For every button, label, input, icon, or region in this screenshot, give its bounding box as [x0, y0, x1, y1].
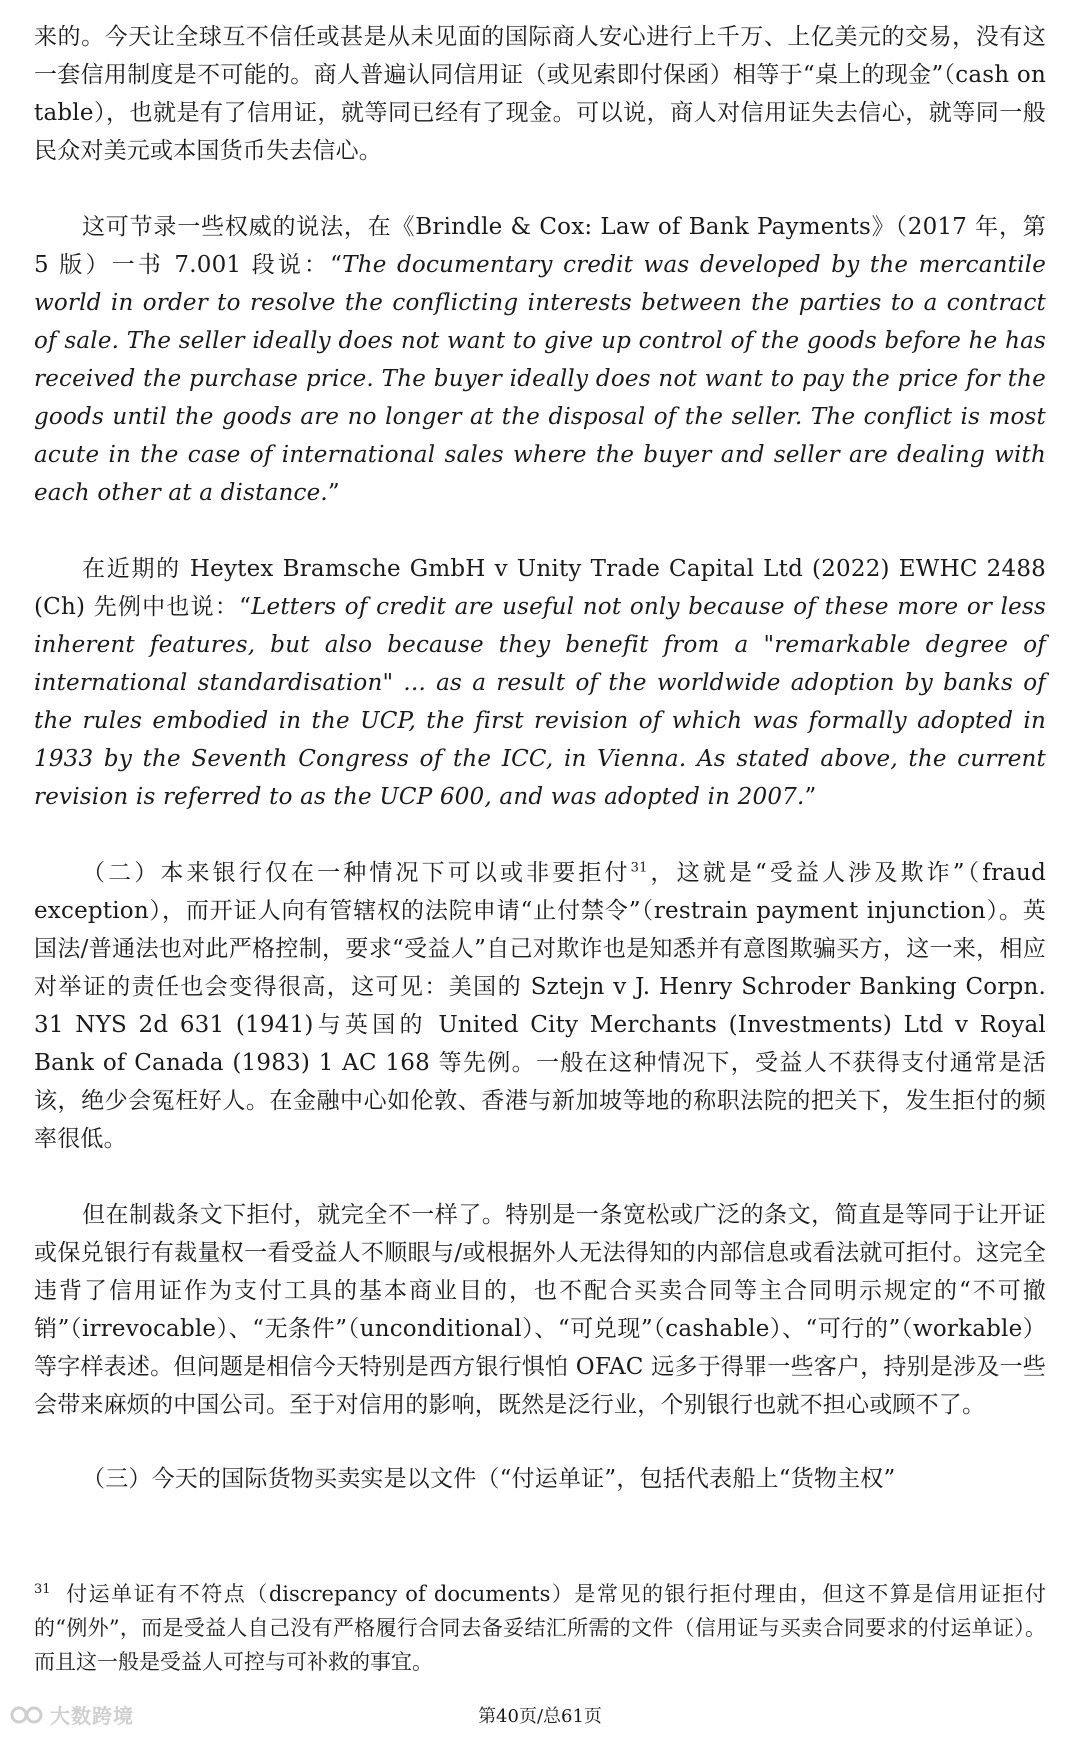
quote-text: Letters of credit are useful not only because of these more or less inherent features, but also because they benefit from a "remarkable degree of international standardisation" ... as a result of the worldwide adoption by banks of the rules embodied in the UCP, the first revision of which was formally adopted in 1933 by the Seventh Congress of the ICC, in Vienna. As stated above, the current revision is referred to as the UCP 600, and was adopted in 2007.: [34, 594, 1046, 810]
paragraph-sanctions: 但在制裁条文下拒付，就完全不一样了。特别是一条宽松或广泛的条文，简直是等同于让开证或保兑银行有裁量权一看受益人不顺眼与/或根据外人无法得知的内部信息或看法就可拒付。这完全违背了信用证作为支付工具的基本商业目的，也不配合买卖合同等主合同明示规定的“不可撤销”（irrevocable）、“无条件”（unconditional）、“可兑现”（cashable）、“可行的”（workable）等字样表述。但问题是相信今天特别是西方银行惧怕 OFAC 远多于得罪一些客户，持别是涉及一些会带来麻烦的中国公司。至于对信用的影响，既然是泛行业，个别银行也就不担心或顾不了。: [34, 1202, 1046, 1418]
paragraph-section-two: [34, 854, 1046, 1158]
page-number: 第40页/总61页: [478, 1706, 602, 1727]
watermark-text: 大数跨境: [50, 1704, 134, 1728]
quote-close: ”: [327, 480, 340, 506]
footnote-number: 31: [34, 1582, 51, 1597]
section-two-text-a: （二）本来银行仅在一种情况下可以或非要拒付: [82, 860, 631, 886]
paragraph-continuation: 来的。今天让全球互不信任或甚是从未见面的国际商人安心进行上千万、上亿美元的交易，没有这一套信用制度是不可能的。商人普遍认同信用证（或见索即付保函）相等于“桌上的现金”（cash on table），也就是有了信用证，就等同已经有了现金。可以说，商人对信用证失去信心，就等同一般民众对美元或本国货币失去信心。: [34, 24, 1046, 164]
paragraph-heytex-quote: [34, 550, 1046, 816]
footnote-reference[interactable]: 31: [630, 860, 648, 876]
quote-intro: 这可节录一些权威的说法，在《Brindle & Cox: Law of Bank Payments》（2017 年，第 5 版）一书 7.001 段说：“: [34, 214, 1046, 278]
quote-intro: 在近期的 Heytex Bramsche GmbH v Unity Trade Capital Ltd (2022) EWHC 2488 (Ch) 先例中也说：“: [34, 556, 1046, 620]
footnote: [34, 1577, 1046, 1679]
paragraph-brindle-quote: [34, 208, 1046, 512]
footnote-text: 付运单证有不符点（discrepancy of documents）是常见的银行拒付理由，但这不算是信用证拒付的“例外”，而是受益人自己没有严格履行合同去备妥结汇所需的文件（信用证与买卖合同要求的付运单证）。而且这一般是受益人可控与可补救的事宜。: [34, 1582, 1046, 1674]
paragraph-section-three: （三）今天的国际货物买卖实是以文件（“付运单证”，包括代表船上“货物主权”: [82, 1466, 896, 1492]
footnote-area: [34, 1577, 1046, 1679]
quote-close: ”: [804, 784, 817, 810]
quote-text: The documentary credit was developed by the mercantile world in order to resolve the conflicting interests between the parties to a contract of sale. The seller ideally does not want to give up control of the goods before he has received the purchase price. The buyer ideally does not want to pay the price for the goods until the goods are no longer at the disposal of the seller. The conflict is most acute in the case of international sales where the buyer and seller are dealing with each other at a distance.: [34, 252, 1046, 506]
section-two-text-b: ，这就是“受益人涉及欺诈”（fraud exception），而开证人向有管辖权的法院申请“止付禁令”（restrain payment injunction）。英国法/普通法也对此严格控制，要求“受益人”自己对欺诈也是知悉并有意图欺骗买方，这一来，相应对举证的责任也会变得很高，这可见：美国的 Sztejn v J. Henry Schroder Banking Corpn. 31 NYS 2d 631 (1941)与英国的 United City Merchants (Investments) Ltd v Royal Bank of Canada (1983) 1 AC 168 等先例。一般在这种情况下，受益人不获得支付通常是活该，绝少会冤枉好人。在金融中心如伦敦、香港与新加坡等地的称职法院的把关下，发生拒付的频率很低。: [34, 860, 1046, 1152]
document-body: [34, 18, 1046, 1498]
